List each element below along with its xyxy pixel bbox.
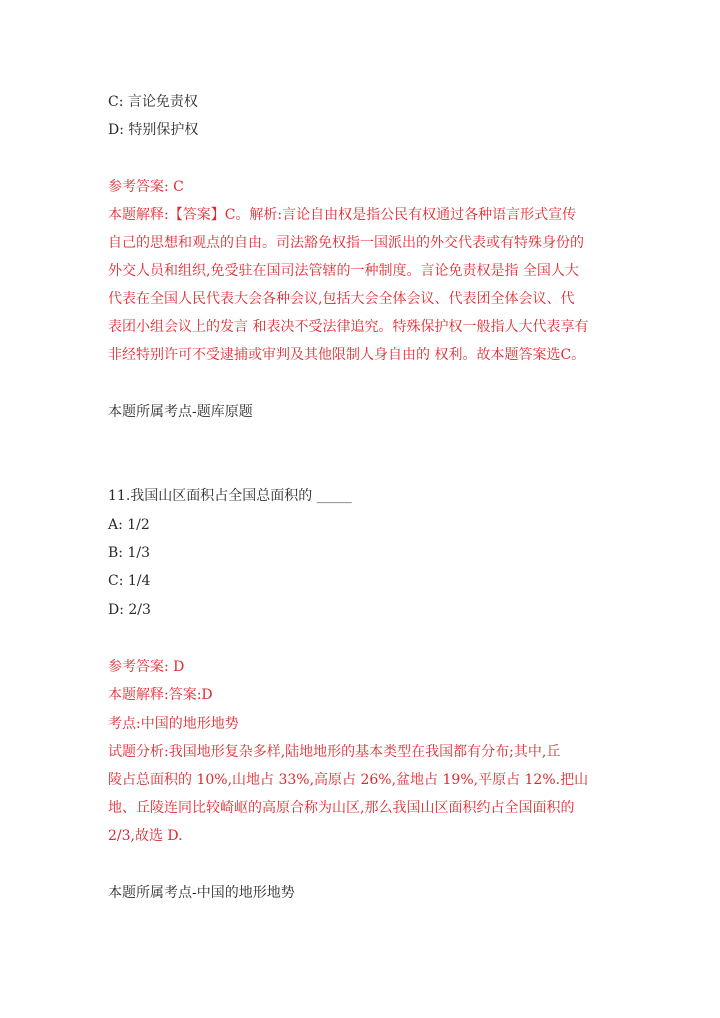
question-text: 11.我国山区面积占全国总面积的 _____ — [108, 488, 352, 504]
knowledge-label: 考点:中国的地形地势 — [108, 716, 239, 732]
option-d: D: 特别保护权 — [108, 122, 199, 138]
explanation-line: 自己的思想和观点的自由。司法豁免权指一国派出的外交代表或有特殊身份的 — [108, 235, 584, 251]
explanation-line: 本题解释:【答案】C。解析:言论自由权是指公民有权通过各种语言形式宣传 — [108, 207, 577, 223]
option-c: C: 1/4 — [108, 573, 151, 589]
option-a: A: 1/2 — [108, 517, 150, 533]
option-c: C: 言论免责权 — [108, 94, 198, 110]
analysis-line: 试题分析:我国地形复杂多样,陆地地形的基本类型在我国都有分布;其中,丘 — [108, 744, 561, 760]
reference-answer: 参考答案: C — [108, 179, 184, 195]
knowledge-point: 本题所属考点-中国的地形地势 — [108, 885, 295, 901]
analysis-line: 2/3,故选 D. — [108, 828, 183, 844]
reference-answer: 参考答案: D — [108, 659, 185, 675]
explanation-line: 表团小组会议上的发言 和表决不受法律追究。特殊保护权一般指人大代表享有 — [108, 319, 589, 335]
explanation-line: 非经特别许可不受逮捕或审判及其他限制人身自由的 权利。故本题答案选C。 — [108, 347, 586, 363]
knowledge-point: 本题所属考点-题库原题 — [108, 404, 253, 420]
analysis-line: 陵占总面积的 10%,山地占 33%,高原占 26%,盆地占 19%,平原占 12%.把山 — [108, 772, 589, 788]
analysis-line: 地、丘陵连同比较崎岖的高原合称为山区,那么我国山区面积约占全国面积的 — [108, 800, 575, 816]
option-d: D: 2/3 — [108, 602, 151, 618]
explanation-line: 外交人员和组织,免受驻在国司法管辖的一种制度。言论免责权是指 全国人大 — [108, 263, 579, 279]
explanation-line: 代表在全国人民代表大会各种会议,包括大会全体会议、代表团全体会议、代 — [108, 291, 575, 307]
option-b: B: 1/3 — [108, 545, 150, 561]
explanation: 本题解释:答案:D — [108, 687, 213, 703]
